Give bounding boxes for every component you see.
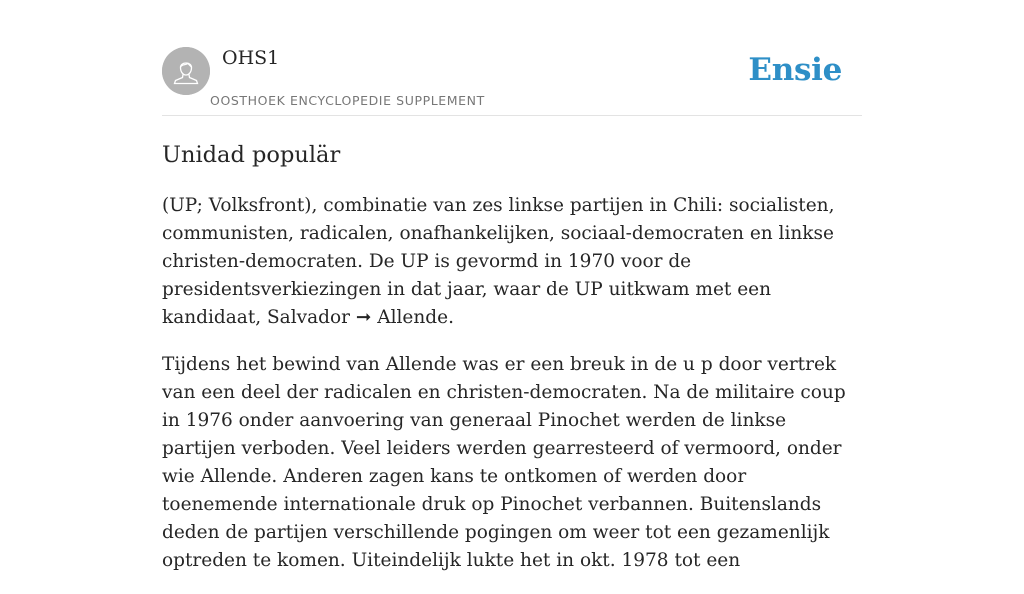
page-container — [162, 0, 862, 571]
arrow-icon: ➞ — [355, 307, 372, 328]
paragraph-text: (UP; Volksfront), combinatie van zes linkse partijen in Chili: socialisten, communisten, radicalen, onafhankelijken, sociaal-democraten en linkse christen-democraten. De UP is gevormd in 1970 voor de presidentsverkiezingen in dat jaar, waar de UP uitkwam met een kandidaat, Salvador — [162, 195, 835, 328]
brand-logo[interactable]: Ensie — [748, 52, 842, 88]
article-title: Unidad populär — [162, 142, 341, 168]
source-label[interactable]: OOSTHOEK ENCYCLOPEDIE SUPPLEMENT — [210, 93, 485, 108]
author-name[interactable]: OHS1 — [222, 47, 280, 69]
user-icon — [162, 47, 210, 95]
article-body — [162, 192, 862, 594]
article-paragraph — [162, 192, 862, 332]
avatar[interactable] — [162, 47, 210, 95]
page-header — [162, 0, 862, 116]
article-paragraph: Tijdens het bewind van Allende was er een breuk in de u p door vertrek van een deel der radicalen en christen-democraten. Na de militaire coup in 1976 onder aanvoering van generaal Pinochet werden de linkse partijen verboden. Veel leiders werden gearresteerd of vermoord, onder wie Allende. Anderen zagen kans te ontkomen of werden door toenemende internationale druk op Pinochet verbannen. Buitenslands deden de partijen verschillende pogingen om weer tot een gezamenlijk optreden te komen. Uiteindelijk lukte het in okt. 1978 tot een — [162, 354, 846, 571]
crossref-link[interactable]: Allende — [377, 307, 449, 328]
paragraph-text-end: . — [448, 307, 454, 328]
